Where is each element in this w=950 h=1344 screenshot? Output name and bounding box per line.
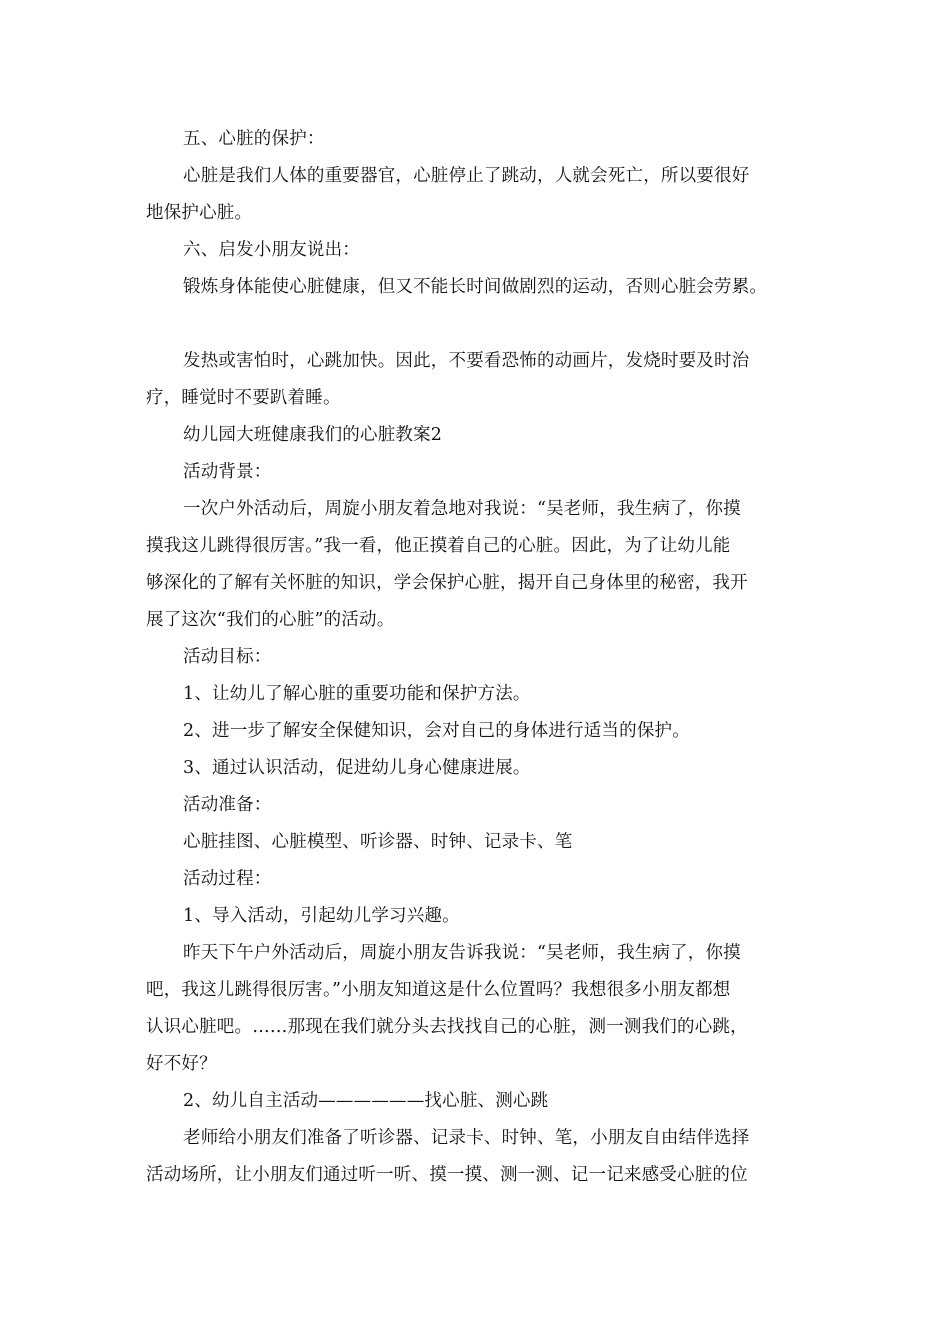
section-heading-inspire-children: 六、启发小朋友说出： [183, 240, 360, 260]
paragraph-line: 一次户外活动后，周旋小朋友着急地对我说：“吴老师，我生病了，你摸 [183, 499, 741, 519]
paragraph-line: 地保护心脏。 [146, 203, 253, 223]
paragraph-line: 心脏挂图、心脏模型、听诊器、时钟、记录卡、笔 [183, 832, 573, 852]
paragraph-line: 好不好？ [146, 1054, 217, 1074]
lesson-plan-title: 幼儿园大班健康我们的心脏教案2 [183, 425, 443, 445]
paragraph-line: 吧，我这儿跳得很厉害。”小朋友知道这是什么位置吗？我想很多小朋友都想 [146, 980, 731, 1000]
section-heading-process: 活动过程： [183, 869, 272, 889]
paragraph-line: 活动场所，让小朋友们通过听一听、摸一摸、测一测、记一记来感受心脏的位 [146, 1165, 748, 1185]
list-item: 3、通过认识活动，促进幼儿身心健康进展。 [183, 758, 531, 778]
section-heading-preparation: 活动准备： [183, 795, 272, 815]
paragraph-line: 认识心脏吧。……那现在我们就分头去找找自己的心脏，测一测我们的心跳， [146, 1017, 748, 1037]
list-item: 2、进一步了解安全保健知识，会对自己的身体进行适当的保护。 [183, 721, 690, 741]
paragraph-line: 老师给小朋友们准备了听诊器、记录卡、时钟、笔，小朋友自由结伴选择 [183, 1128, 750, 1148]
list-item: 1、导入活动，引起幼儿学习兴趣。 [183, 906, 460, 926]
list-item: 2、幼儿自主活动——————找心脏、测心跳 [183, 1091, 549, 1111]
paragraph-line: 心脏是我们人体的重要器官，心脏停止了跳动，人就会死亡，所以要很好 [183, 166, 750, 186]
paragraph-line: 疗，睡觉时不要趴着睡。 [146, 388, 341, 408]
list-item: 1、让幼儿了解心脏的重要功能和保护方法。 [183, 684, 531, 704]
paragraph-line: 发热或害怕时，心跳加快。因此，不要看恐怖的动画片，发烧时要及时治 [183, 351, 750, 371]
paragraph-line: 摸我这儿跳得很厉害。”我一看，他正摸着自己的心脏。因此，为了让幼儿能 [146, 536, 731, 556]
paragraph-line: 够深化的了解有关怀脏的知识，学会保护心脏，揭开自己身体里的秘密，我开 [146, 573, 748, 593]
section-heading-heart-protection: 五、心脏的保护： [183, 129, 325, 149]
paragraph-line: 昨天下午户外活动后，周旋小朋友告诉我说：“吴老师，我生病了，你摸 [183, 943, 741, 963]
paragraph-line: 锻炼身体能使心脏健康，但又不能长时间做剧烈的运动，否则心脏会劳累。 [183, 277, 768, 297]
section-heading-background: 活动背景： [183, 462, 272, 482]
paragraph-line: 展了这次“我们的心脏”的活动。 [146, 610, 395, 630]
section-heading-goals: 活动目标： [183, 647, 272, 667]
